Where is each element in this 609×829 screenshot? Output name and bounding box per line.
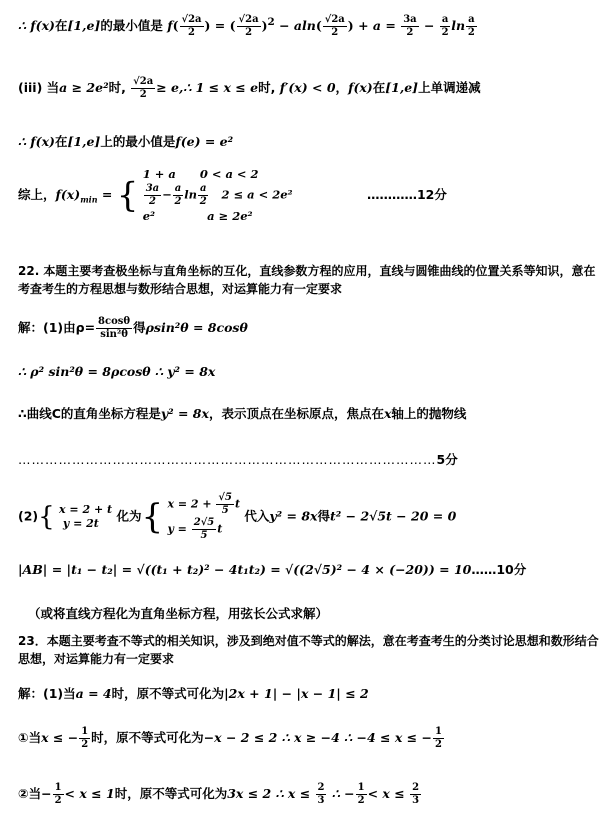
q23-case-2: ②当− $\frac{1}{2}$ < x ≤ 1时，原不等式可化为3x ≤ 2 ∴ x ≤ $\frac{2}{3}$ ∴ − $\frac{1}{2}$ < x ≤ $\frac{2}{3}$ (18, 782, 420, 806)
q22-step-1: 解：(1)由ρ= $\frac{8\cos\theta}{\text{sin²θ}}$ 得ρsin²θ = 8cosθ (18, 316, 248, 340)
q22-step-5: |AB| = |t₁ − t₂| = √((t₁ + t₂)² − 4t₁t₂) = √((2√5)² − 4 × (−20)) = 10……10分 (18, 562, 527, 577)
min-value-fe-line: ∴ f(x)在[1,e]上的最小值是f(e) = e² (18, 134, 234, 149)
summary-piecewise: 综上，$f(x)_{min}$ = { 1 + a 0 < a < 2 $\frac{3a}{2}$ − $\frac{a}{2}$ ln $\frac{a}{2}$ 2 ≤ a < 2e² e² a ≥ 2e² …………12分 (18, 167, 447, 223)
q23-case-1: ①当x ≤ − $\frac{1}{2}$ 时，原不等式可化为−x − 2 ≤ 2 ∴ x ≥ −4 ∴ −4 ≤ x ≤ − $\frac{1}{2}$ (18, 726, 442, 750)
q23-description: 23．本题主要考查不等式的相关知识，涉及到绝对值不等式的解法，意在考查考生的分类讨论思想和数形结合思想，对运算能力有一定要求 (18, 634, 599, 666)
q22-note: （或将直线方程化为直角坐标方程，用弦长公式求解） (28, 606, 329, 621)
q22-score-5: …………………………………………………………………………………5分 (18, 452, 458, 467)
min-value-line-1: ∴ f(x)在[1,e]的最小值是 f( $\frac{√2a}{2}$ ) = ( $\frac{√2a}{2}$ )$^2$ − aln( $\frac{√2a}{2}$ ) + a = $\frac{3a}{2}$ − $\frac{a}{2}$ ln $\frac{a}{2}$ (18, 14, 475, 38)
q22-step-4: (2){ x = 2 + t y = 2t 化为{ x = 2 + $\frac{√5}{5}$ t y = $\frac{2√5}{5}$ t 代入y² = 8x得t² − 2√5t − 20 = 0 (18, 492, 457, 541)
q22-description: 22. 本题主要考查极坐标与直角坐标的互化，直线参数方程的应用，直线与圆锥曲线的位置关系等知识，意在考查考生的方程思想与数形结合思想，对运算能力有一定要求 (18, 264, 596, 296)
q22-step-2: ∴ ρ² sin²θ = 8ρcosθ ∴ y² = 8x (18, 364, 216, 379)
q22-step-3: ∴曲线C的直角坐标方程是y² = 8x，表示顶点在坐标原点，焦点在x轴上的抛物线 (18, 406, 467, 421)
q23-step-1: 解：(1)当a = 4时，原不等式可化为|2x + 1| − |x − 1| ≤ 2 (18, 686, 369, 701)
score-12: …………12分 (366, 187, 447, 202)
case-iii-line: (iii) 当a ≥ 2e²时, $\frac{√2a}{2}$ ≥ e,∴ 1 ≤ x ≤ e时, f′(x) < 0，f(x)在[1,e]上单调递减 (18, 76, 481, 100)
